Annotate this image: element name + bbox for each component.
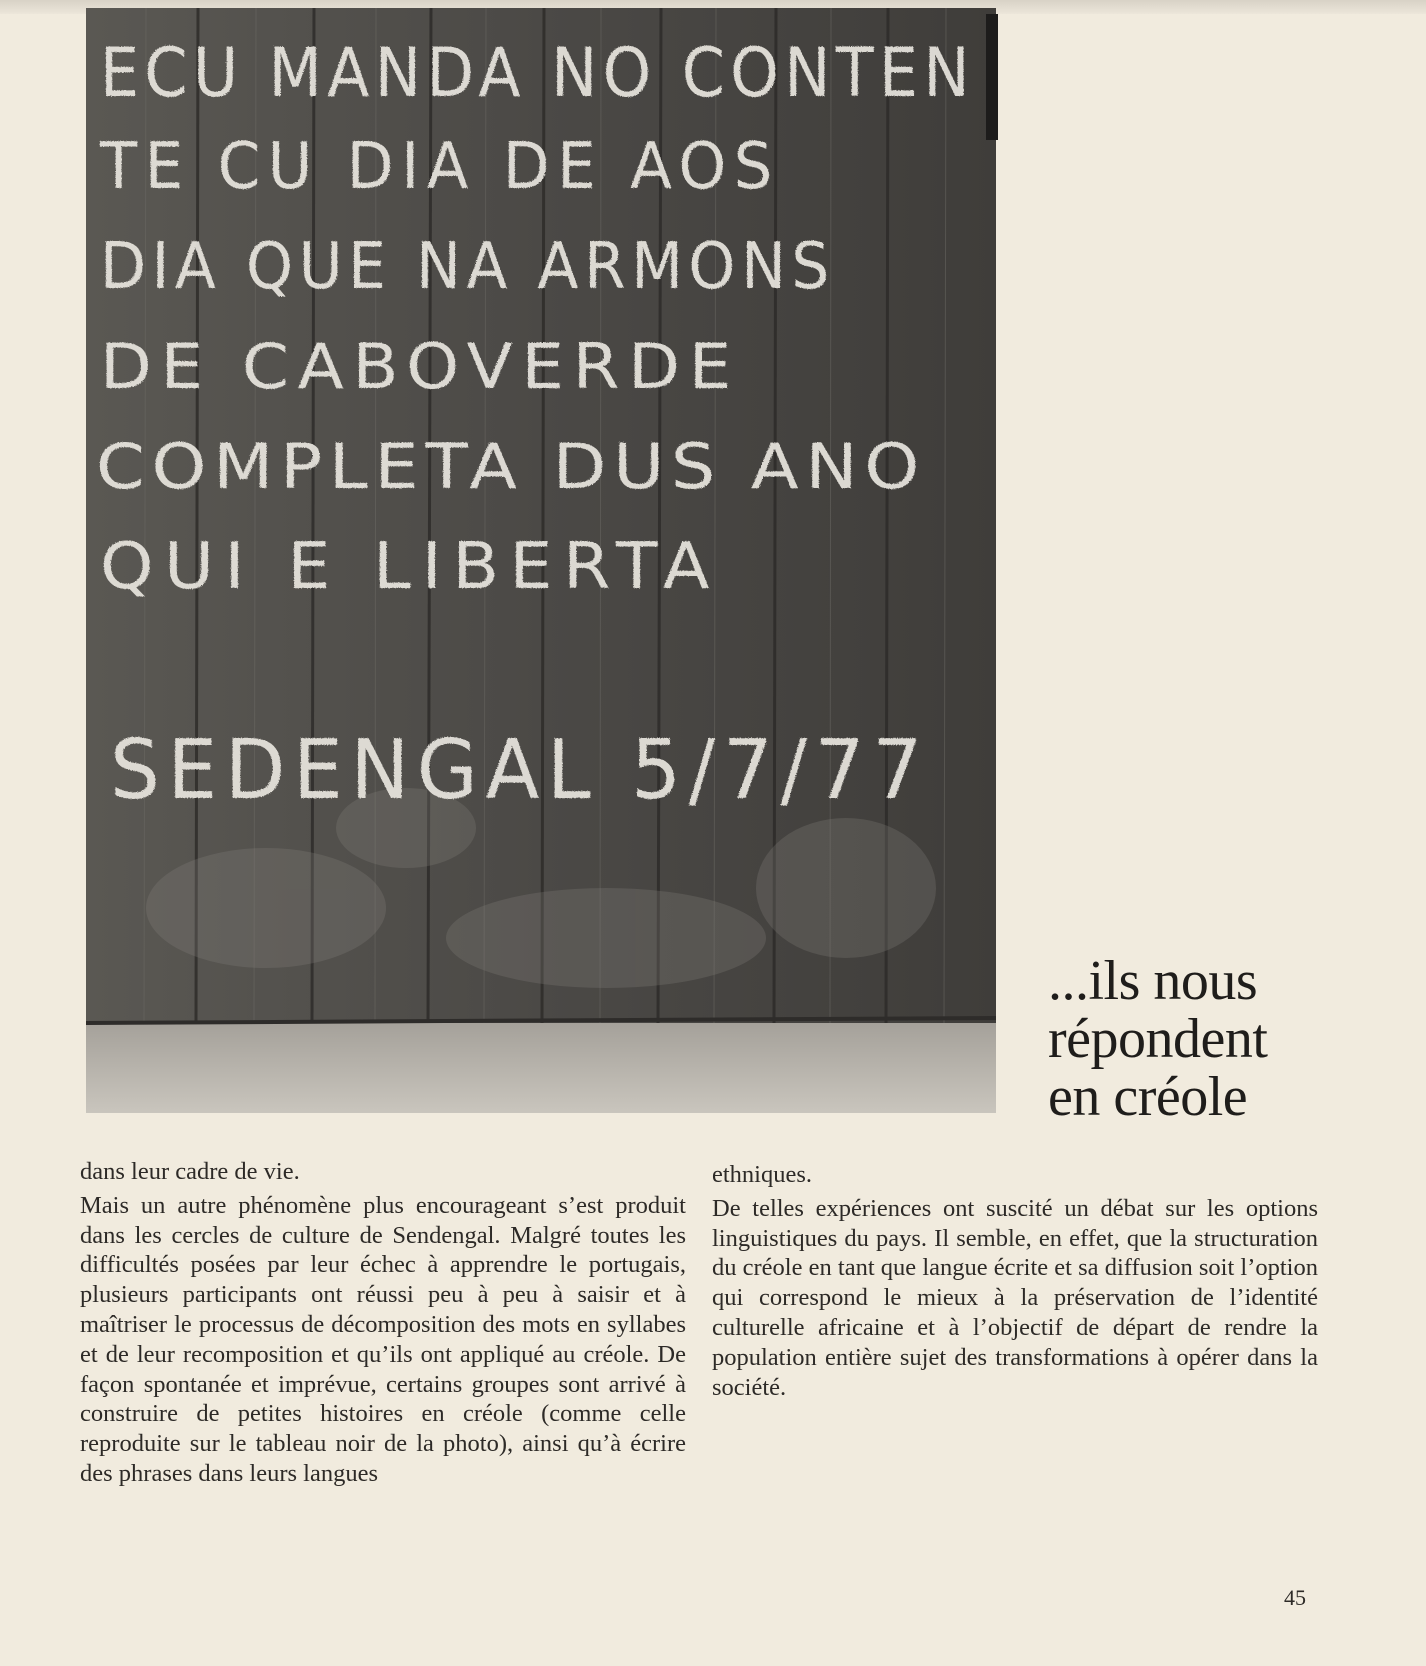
chalkboard-image (86, 8, 996, 1113)
left-text-column (80, 1157, 686, 1489)
chalk-line-6: QUI E LIBERTA (100, 530, 720, 604)
heading-line-2: répondent (1048, 1008, 1268, 1070)
page-number: 45 (1284, 1585, 1306, 1610)
chalk-line-5: COMPLETA DUS ANO (96, 430, 926, 503)
chalk-line-1: ECU MANDA NO CONTEN (100, 34, 975, 113)
chalk-line-2: TE CU DIA DE AOS (99, 130, 781, 204)
photo-dark-edge (986, 14, 998, 140)
right-text-column (712, 1157, 1318, 1402)
left-paragraph-1: dans leur cadre de vie. (80, 1158, 300, 1185)
left-paragraph-2: Mais un autre phénomène plus encourageant s’est produit dans les cercles de culture de Sendengal. Malgré toutes les difficultés posées par leur échec à apprendre le portugais, plusieurs participants ont réussi peu à peu à saisir et à maîtriser le processus de décomposition des mots en syllabes et de leur recomposition et qu’ils ont appliqué au créole. De façon spontanée et imprévue, certains groupes sont arrivé à construire de petites histoires en créole (comme celle reproduite sur le tableau noir de la photo), ainsi qu’à écrire des phrases dans leurs langues (80, 1191, 686, 1487)
chalk-line-3: DIA QUE NA ARMONS (100, 230, 835, 304)
heading-line-3: en créole (1048, 1066, 1248, 1128)
right-paragraph-2: De telles expériences ont suscité un débat sur les options linguistiques du pays. Il semble, en effet, que la structuration du créole en tant que langue écrite et sa diffusion soit l’option qui correspond le mieux à la préservation de l’identité culturelle africaine et à l’objectif de départ de rendre la population entière sujet des transformations à opérer dans la société. (712, 1194, 1318, 1401)
heading-line-1: ...ils nous (1048, 950, 1258, 1012)
chalk-line-4: DE CABOVERDE (100, 330, 740, 403)
chalkboard-photo (86, 8, 996, 1113)
chalk-line-7: SEDENGAL 5/7/77 (110, 723, 930, 818)
right-paragraph-1: ethniques. (712, 1161, 813, 1188)
section-heading (1048, 952, 1348, 1126)
